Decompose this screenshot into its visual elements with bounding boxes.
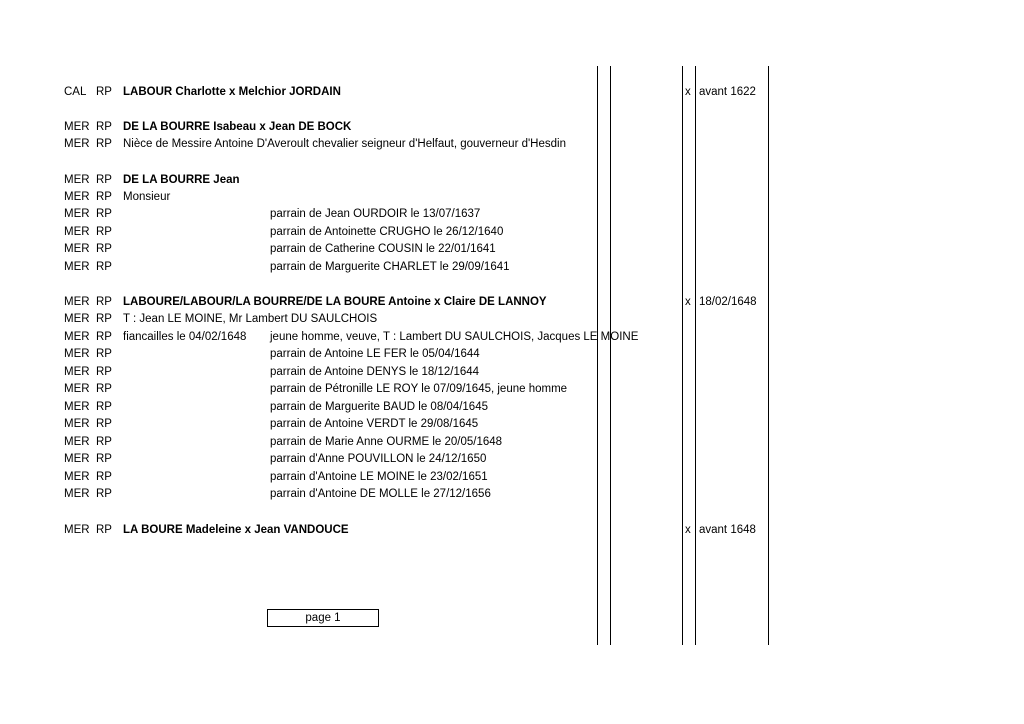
place-code: MER — [64, 191, 90, 203]
place-code: MER — [64, 296, 90, 308]
place-code: MER — [64, 524, 90, 536]
place-code: MER — [64, 366, 90, 378]
godparent-entry: parrain de Antoinette CRUGHO le 26/12/1640 — [270, 226, 504, 238]
record-note: fiancailles le 04/02/1648 — [123, 331, 247, 343]
place-code: MER — [64, 208, 90, 220]
column-rule — [768, 66, 769, 645]
godparent-entry: parrain de Pétronille LE ROY le 07/09/1645, jeune homme — [270, 383, 568, 395]
column-rule — [682, 66, 683, 645]
marriage-date: avant 1622 — [699, 86, 756, 98]
register-code: RP — [96, 86, 112, 98]
godparent-entry: parrain d'Antoine DE MOLLE le 27/12/1656 — [270, 488, 491, 500]
record-detail: jeune homme, veuve, T : Lambert DU SAULCHOIS, Jacques LE MOINE — [270, 331, 639, 343]
column-rule — [695, 66, 696, 645]
record-note: Monsieur — [123, 191, 171, 203]
register-code: RP — [96, 261, 112, 273]
register-code: RP — [96, 121, 112, 133]
place-code: MER — [64, 453, 90, 465]
register-code: RP — [96, 138, 112, 150]
register-code: RP — [96, 383, 112, 395]
place-code: MER — [64, 313, 90, 325]
place-code: MER — [64, 331, 90, 343]
marriage-mark: x — [685, 86, 691, 98]
register-code: RP — [96, 418, 112, 430]
register-code: RP — [96, 401, 112, 413]
person-heading: DE LA BOURRE Isabeau x Jean DE BOCK — [123, 121, 352, 133]
godparent-entry: parrain de Antoine LE FER le 05/04/1644 — [270, 348, 480, 360]
godparent-entry: parrain de Antoine VERDT le 29/08/1645 — [270, 418, 479, 430]
godparent-entry: parrain de Catherine COUSIN le 22/01/1641 — [270, 243, 496, 255]
person-heading: DE LA BOURRE Jean — [123, 174, 240, 186]
place-code: MER — [64, 348, 90, 360]
godparent-entry: parrain de Marguerite BAUD le 08/04/1645 — [270, 401, 488, 413]
column-rule — [597, 66, 598, 645]
register-code: RP — [96, 366, 112, 378]
place-code: MER — [64, 261, 90, 273]
place-code: MER — [64, 383, 90, 395]
godparent-entry: parrain d'Anne POUVILLON le 24/12/1650 — [270, 453, 487, 465]
place-code: MER — [64, 243, 90, 255]
person-heading: LABOURE/LABOUR/LA BOURRE/DE LA BOURE Antoine x Claire DE LANNOY — [123, 296, 547, 308]
godparent-entry: parrain d'Antoine LE MOINE le 23/02/1651 — [270, 471, 488, 483]
column-rule — [610, 66, 611, 645]
record-note: Nièce de Messire Antoine D'Averoult chevalier seigneur d'Helfaut, gouverneur d'Hesdin — [123, 138, 566, 150]
person-heading: LABOUR Charlotte x Melchior JORDAIN — [123, 86, 341, 98]
godparent-entry: parrain de Jean OURDOIR le 13/07/1637 — [270, 208, 481, 220]
register-code: RP — [96, 191, 112, 203]
marriage-mark: x — [685, 524, 691, 536]
place-code: MER — [64, 138, 90, 150]
marriage-date: avant 1648 — [699, 524, 756, 536]
godparent-entry: parrain de Marie Anne OURME le 20/05/1648 — [270, 436, 503, 448]
register-code: RP — [96, 208, 112, 220]
register-code: RP — [96, 488, 112, 500]
register-code: RP — [96, 313, 112, 325]
place-code: MER — [64, 471, 90, 483]
marriage-mark: x — [685, 296, 691, 308]
register-code: RP — [96, 331, 112, 343]
register-code: RP — [96, 436, 112, 448]
place-code: MER — [64, 488, 90, 500]
register-code: RP — [96, 174, 112, 186]
register-code: RP — [96, 348, 112, 360]
place-code: MER — [64, 174, 90, 186]
marriage-date: 18/02/1648 — [699, 296, 757, 308]
place-code: MER — [64, 401, 90, 413]
register-code: RP — [96, 296, 112, 308]
place-code: MER — [64, 418, 90, 430]
page-number-box: page 1 — [267, 609, 379, 627]
place-code: MER — [64, 121, 90, 133]
register-code: RP — [96, 453, 112, 465]
godparent-entry: parrain de Marguerite CHARLET le 29/09/1641 — [270, 261, 510, 273]
record-note: T : Jean LE MOINE, Mr Lambert DU SAULCHOIS — [123, 313, 378, 325]
register-code: RP — [96, 243, 112, 255]
register-code: RP — [96, 471, 112, 483]
register-code: RP — [96, 226, 112, 238]
person-heading: LA BOURE Madeleine x Jean VANDOUCE — [123, 524, 349, 536]
godparent-entry: parrain de Antoine DENYS le 18/12/1644 — [270, 366, 480, 378]
place-code: CAL — [64, 86, 87, 98]
place-code: MER — [64, 436, 90, 448]
register-code: RP — [96, 524, 112, 536]
place-code: MER — [64, 226, 90, 238]
